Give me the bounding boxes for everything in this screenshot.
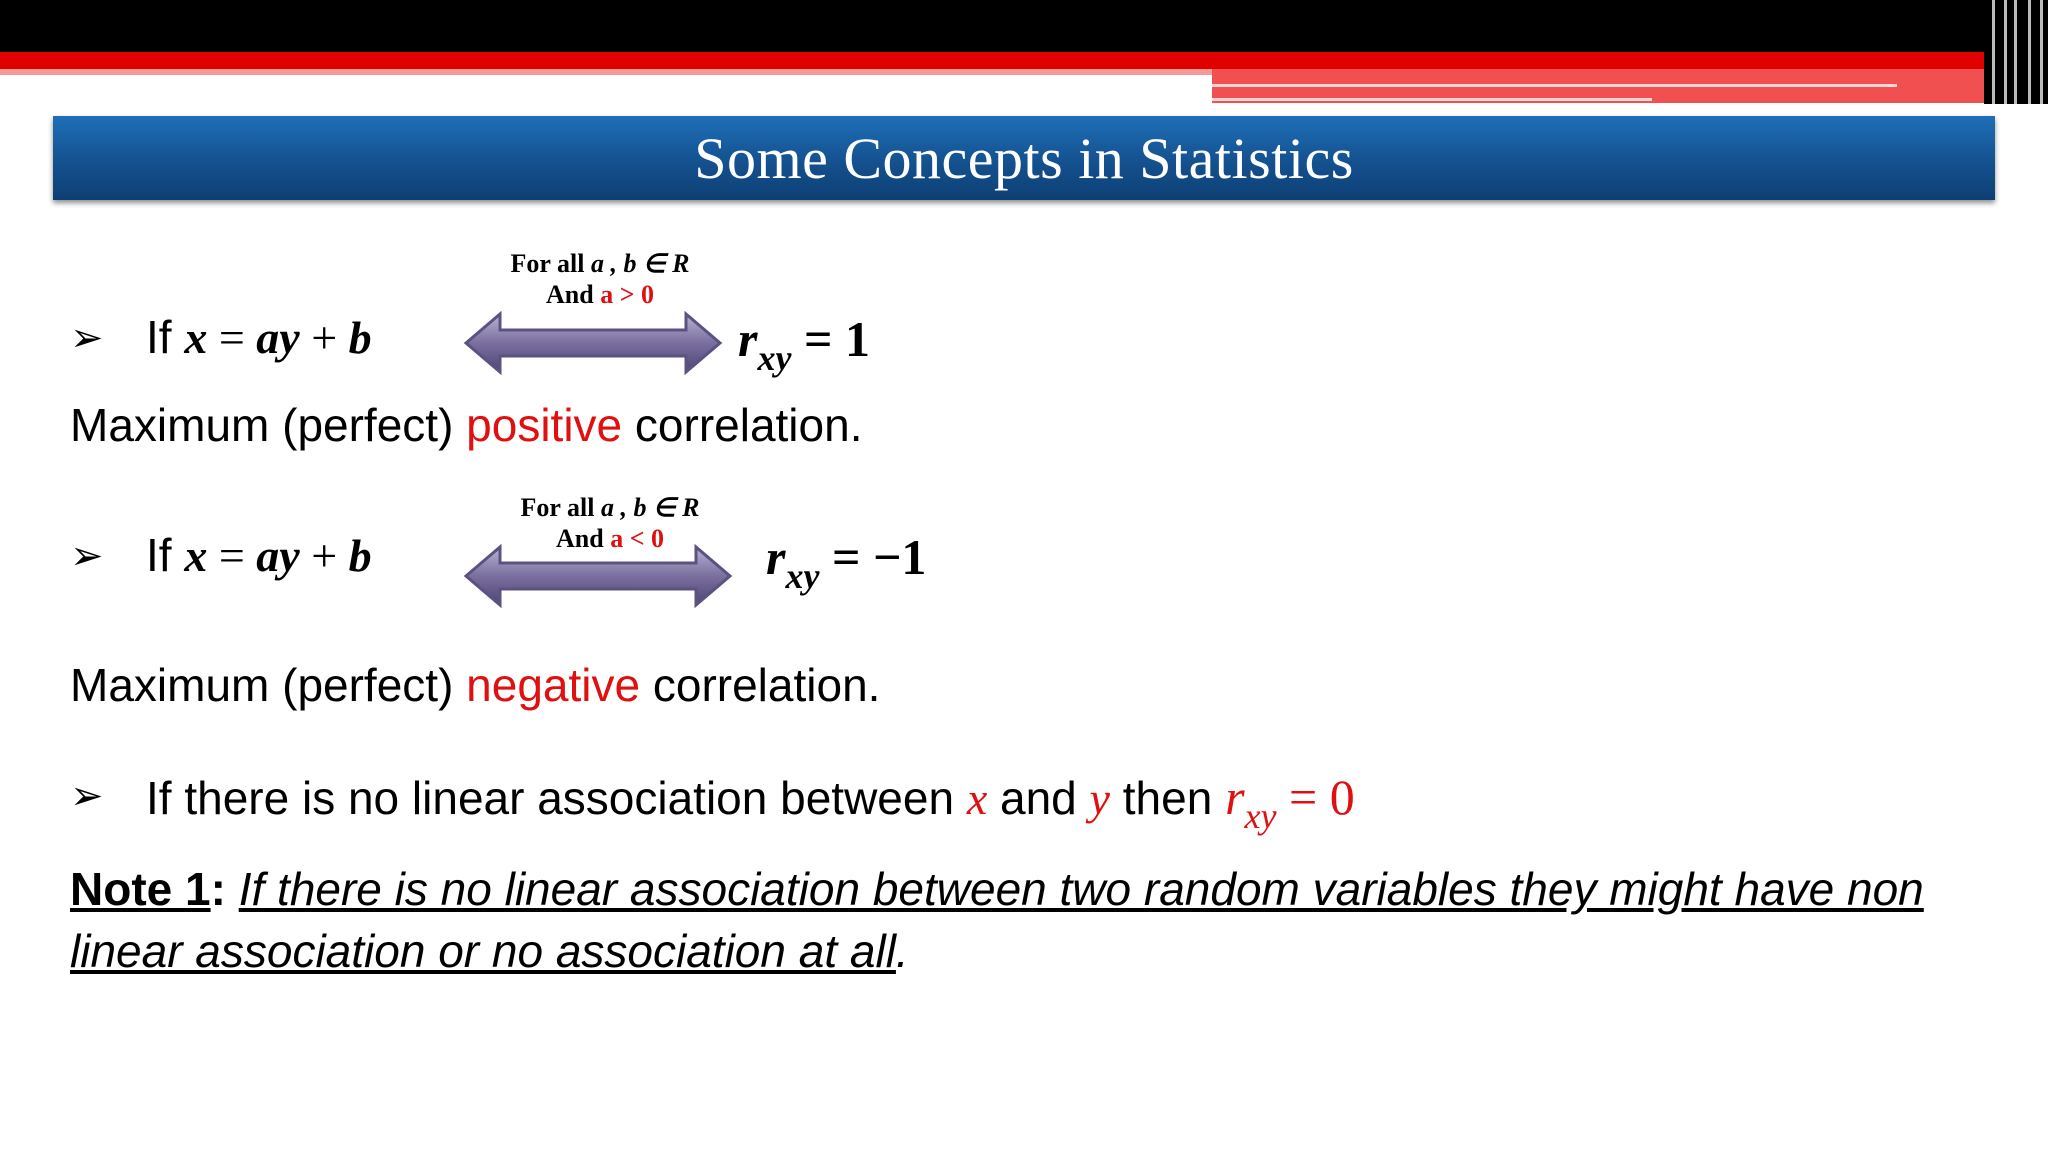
desc-suffix: correlation. [640,659,881,711]
statement-part-b: and [987,772,1090,824]
r-value: = 1 [791,311,870,367]
note-body: If there is no linear association between two random variables they might have non linear association or no association at all [70,863,1924,977]
eq-equals: = [207,530,257,581]
description-negative [70,659,881,711]
desc-highlight-negative: negative [466,659,641,711]
r-symbol: r [738,311,758,367]
var-y: y [1089,773,1110,824]
header-corner-stripes [1984,0,2048,104]
equation-negative [146,529,372,581]
r-subscript: xy [757,338,792,378]
r-symbol: r [1225,769,1245,825]
eq-ay: ay [256,530,300,581]
r-subscript: xy [1244,796,1277,836]
cond-vars: a , b ∈ R [600,493,700,522]
if-label: If [146,529,172,581]
var-x: x [966,773,988,824]
note-colon: : [210,863,239,915]
double-arrow-icon [462,310,724,376]
r-symbol: r [766,529,786,585]
condition-positive [470,248,730,310]
eq-b: b [348,312,372,363]
statement-part-a: If there is no linear association between [146,772,967,824]
header-red-band [0,52,2048,69]
eq-b: b [348,530,372,581]
eq-ay: ay [256,312,300,363]
slide-title: Some Concepts in Statistics [694,125,1354,191]
if-label: If [146,311,172,363]
eq-plus: + [299,530,349,581]
note-period: . [895,925,909,977]
double-arrow-icon [462,543,734,609]
r-value-zero: = 0 [1276,769,1355,825]
result-positive [738,311,870,378]
note-label: Note 1 [70,863,211,915]
desc-highlight-positive: positive [466,399,623,451]
desc-suffix: correlation. [622,399,863,451]
header-pink-strip [0,69,1212,75]
title-bar [53,116,1995,200]
cond-sign: a > 0 [600,280,655,309]
desc-prefix: Maximum (perfect) [70,399,467,451]
statement-part-c: then [1109,772,1226,824]
cond-vars: a , b ∈ R [590,249,690,278]
equation-positive [146,311,372,363]
description-positive [70,399,863,451]
eq-plus: + [299,312,349,363]
header-black-band [0,0,2048,52]
eq-equals: = [207,312,257,363]
cond-sign: a < 0 [610,524,665,553]
note-1 [70,858,1960,982]
header-light-line [1212,84,1897,87]
eq-x: x [184,530,208,581]
result-negative [766,529,927,596]
desc-prefix: Maximum (perfect) [70,659,467,711]
eq-x: x [184,312,208,363]
r-value: = −1 [819,529,927,585]
bullet-arrow-icon: ➢ [70,774,104,818]
cond-prefix: For all [520,493,601,522]
cond-prefix: For all [510,249,591,278]
cond-and: And [545,280,601,309]
r-subscript: xy [785,556,820,596]
header-light-line-short [1212,98,1652,101]
bullet-arrow-icon: ➢ [70,534,104,578]
no-association-statement [146,769,1355,836]
bullet-arrow-icon: ➢ [70,316,104,360]
cond-and: And [555,524,611,553]
